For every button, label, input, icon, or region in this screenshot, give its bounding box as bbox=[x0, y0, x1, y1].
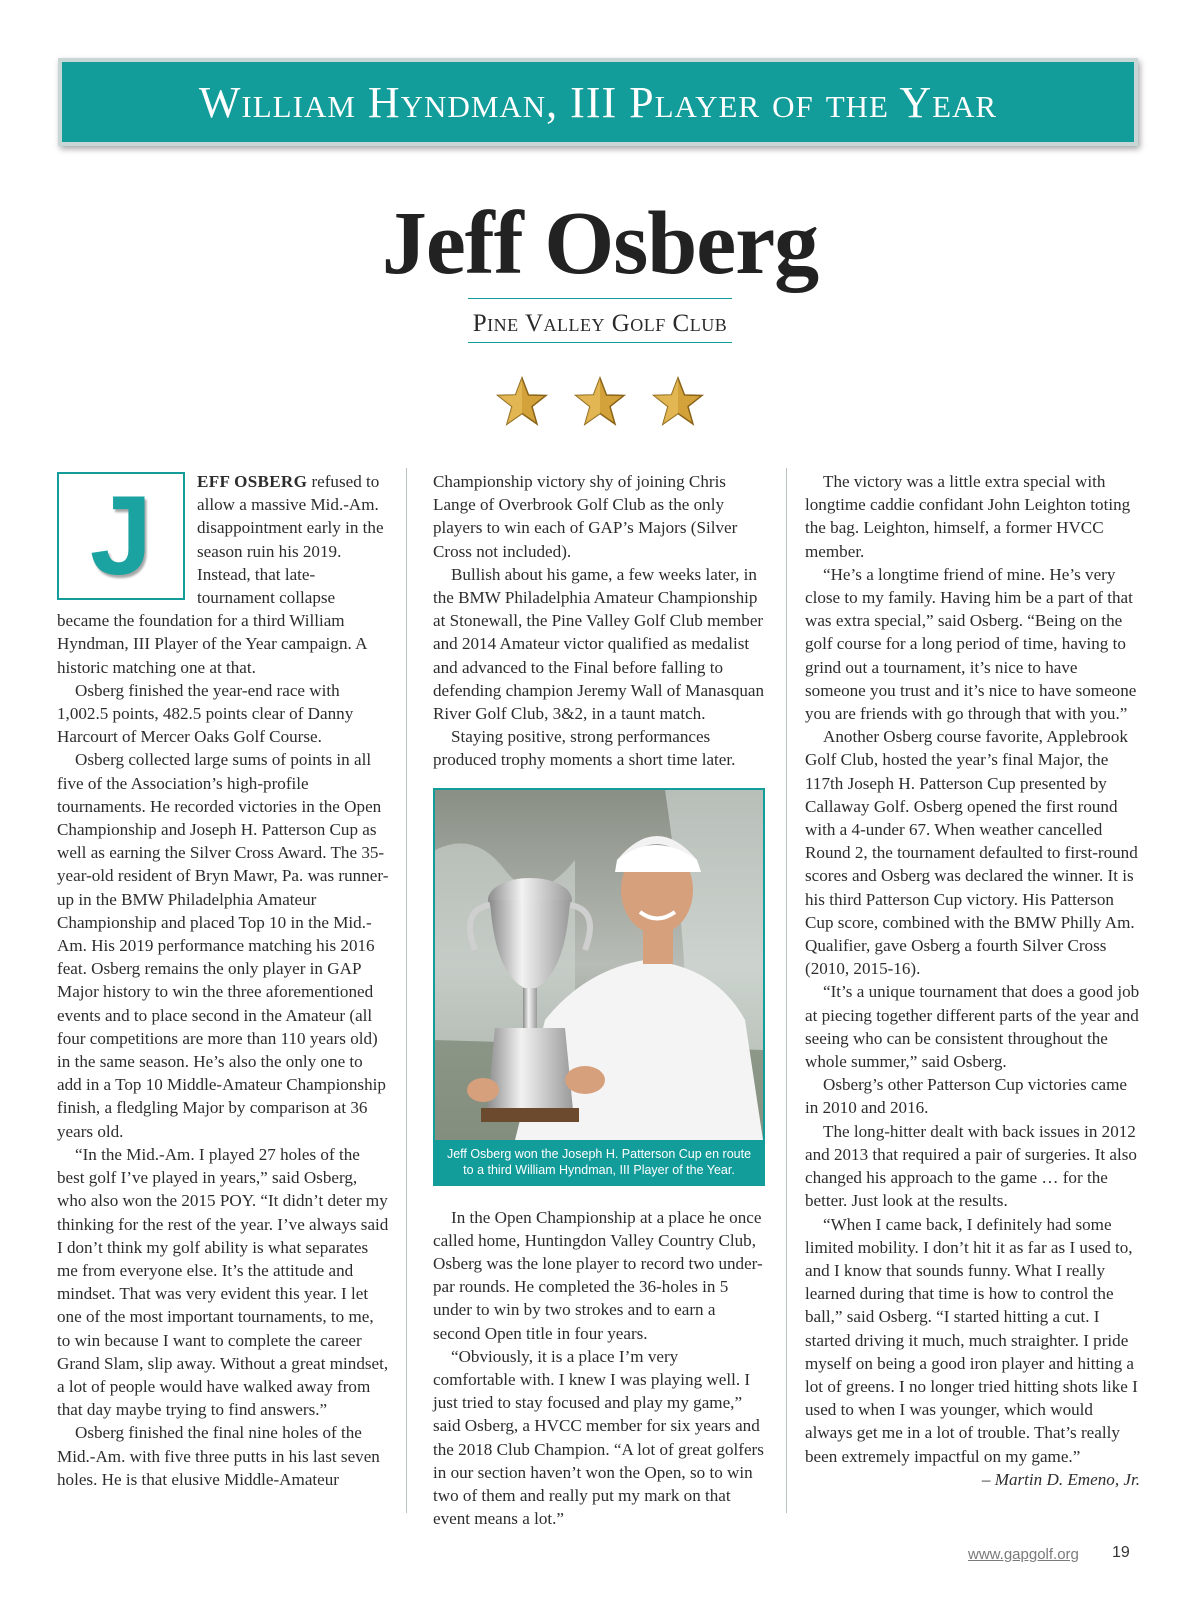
article-column-1 bbox=[57, 470, 389, 1491]
article-paragraph: “It’s a unique tournament that does a good job at piecing together different parts of the year and seeing who can be consistent throughout the whole summer,” said Osberg. bbox=[805, 982, 1140, 1072]
article-paragraph: “Obviously, it is a place I’m very comfortable with. I knew I was playing well. I just tried to stay focused and play my game,” said Osberg, a HVCC member for six years and the 2018 Club Champion. “A lot of great golfers in our section haven’t won the Open, so to win two of them and really put my mark on that event means a lot.” bbox=[433, 1346, 764, 1529]
club-name: Pine Valley Golf Club bbox=[472, 310, 728, 337]
column-divider-1 bbox=[406, 468, 407, 1513]
article-paragraph: “When I came back, I definitely had some limited mobility. I don’t hit it as far as I used to, and I know that sounds funny. What I really learned during that time is how to control the ball,” said Osberg. “I started hitting a cut. I started driving it much, much straighter. I pride myself on being a good iron player and hitting a lot of greens. I no longer tried hitting shots like I used to when I was younger, which would always get me in a lot of trouble. That’s really been extremely impactful on my game.” bbox=[805, 1214, 1138, 1466]
article-column-2 bbox=[433, 470, 765, 1530]
article-paragraph: The victory was a little extra special with longtime caddie confidant John Leighton toting the bag. Leighton, himself, a former HVCC member. bbox=[805, 472, 1131, 561]
article-paragraph: Championship victory shy of joining Chris Lange of Overbrook Golf Club as the only players to win each of GAP’s Majors (Silver Cross not included). bbox=[433, 472, 738, 561]
column-divider-2 bbox=[786, 468, 787, 1513]
club-rule-bottom bbox=[468, 342, 732, 343]
article-paragraph: Bullish about his game, a few weeks later, in the BMW Philadelphia Amateur Championship at Stonewall, the Pine Valley Golf Club member and 2014 Amateur victor qualified as medalist and advanced to the Final before falling to defending champion Jeremy Wall of Manasquan River Golf Club, 3&2, in a taunt match. bbox=[433, 564, 765, 724]
rating-stars bbox=[0, 376, 1200, 433]
article-paragraph: Staying positive, strong performances produced trophy moments a short time later. bbox=[433, 727, 736, 770]
article-paragraph: “In the Mid.-Am. I played 27 holes of the best golf I’ve played in years,” said Osberg, who also won the 2015 POY. “It didn’t deter my thinking for the rest of the year. I’ve always said I don’t think my golf ability is what separates me from everyone else. It’s the attitude and mindset. That was very evident this year. I let one of the most important tournaments, to me, to win because I want to complete the career Grand Slam, slip away. Without a great mindset, a lot of people would have walked away from that day maybe trying to find answers.” bbox=[57, 1144, 389, 1420]
star-icon bbox=[573, 376, 627, 433]
article-paragraph: Osberg finished the final nine holes of the Mid.-Am. with five three putts in his last seven holes. He is that elusive Middle-Amateur bbox=[57, 1423, 380, 1489]
trophy-photo bbox=[433, 788, 765, 1186]
article-paragraph bbox=[57, 470, 389, 679]
dropcap-box bbox=[57, 472, 185, 600]
article-column-3 bbox=[805, 470, 1140, 1491]
article-paragraph: “He’s a longtime friend of mine. He’s very close to my family. Having him be a part of that was extra special,” said Osberg. “Being on the golf course for a long period of time, having to grind out a tournament, it’s nice to have someone you trust and it’s nice to have someone you are friends with go through that with you.” bbox=[805, 564, 1137, 724]
star-icon bbox=[651, 376, 705, 433]
article-paragraph: Another Osberg course favorite, Applebrook Golf Club, hosted the year’s final Major, the 117th Joseph H. Patterson Cup presented by Callaway Golf. Osberg opened the first round with a 4-under 67. When weather cancelled Round 2, the tournament defaulted to first-round scores and Osberg was declared the winner. It is his third Patterson Cup victory. His Patterson Cup score, combined with the BMW Philly Am. Qualifier, gave Osberg a fourth Silver Cross (2010, 2015-16). bbox=[805, 727, 1138, 979]
dropcap-letter: J bbox=[89, 473, 153, 598]
byline: – Martin D. Emeno, Jr. bbox=[981, 1469, 1140, 1489]
website-link[interactable]: www.gapgolf.org bbox=[968, 1546, 1079, 1563]
player-name: Jeff Osberg bbox=[381, 194, 819, 293]
star-icon bbox=[495, 376, 549, 433]
lead-text: refused to allow a massive Mid.-Am. disappointment early in the season ruin his 2019. Instead, that late-tournament collapse became the foundation for a third William Hyndman, III Player of the Year campaign. A historic matching one at that. bbox=[57, 472, 384, 677]
lead-name: EFF OSBERG bbox=[197, 472, 308, 491]
article-paragraph: The long-hitter dealt with back issues in 2012 and 2013 that required a pair of surgeries. It also changed his approach to the game … for the better. Just look at the results. bbox=[805, 1121, 1137, 1211]
article-paragraph: Osberg’s other Patterson Cup victories came in 2010 and 2016. bbox=[805, 1075, 1127, 1118]
section-banner bbox=[58, 58, 1138, 146]
photo-illustration bbox=[435, 790, 763, 1140]
club-rule-top bbox=[468, 298, 732, 299]
article-paragraph: Osberg collected large sums of points in all five of the Association’s high-profile tournaments. He recorded victories in the Open Championship and Joseph H. Patterson Cup as well as earning the Silver Cross Award. The 35-year-old resident of Bryn Mawr, Pa. was runner-up in the BMW Philadelphia Amateur Championship and placed Top 10 in the Mid.-Am. His 2019 performance matching his 2016 feat. Osberg remains the only player in GAP Major history to win the three aforementioned events and to place second in the Amateur (all four competitions are more than 110 years old) in the same season. He’s also the only one to add in a Top 10 Middle-Amateur Championship finish, a fledgling Major by comparison at 36 years old. bbox=[57, 750, 389, 1141]
page-number: 19 bbox=[1112, 1544, 1130, 1561]
article-paragraph: In the Open Championship at a place he once called home, Huntingdon Valley Country Club, Osberg was the lone player to record two under-par rounds. He completed the 36-holes in 5 under to win by two strokes and to earn a second Open title in four years. bbox=[433, 1207, 763, 1343]
section-title: William Hyndman, III Player of the Year bbox=[198, 77, 998, 127]
article-paragraph: Osberg finished the year-end race with 1,002.5 points, 482.5 points clear of Danny Harcourt of Mercer Oaks Golf Course. bbox=[57, 680, 354, 747]
photo-caption: Jeff Osberg won the Joseph H. Patterson Cup en route to a third William Hyndman, III Player of the Year. bbox=[446, 1146, 752, 1177]
